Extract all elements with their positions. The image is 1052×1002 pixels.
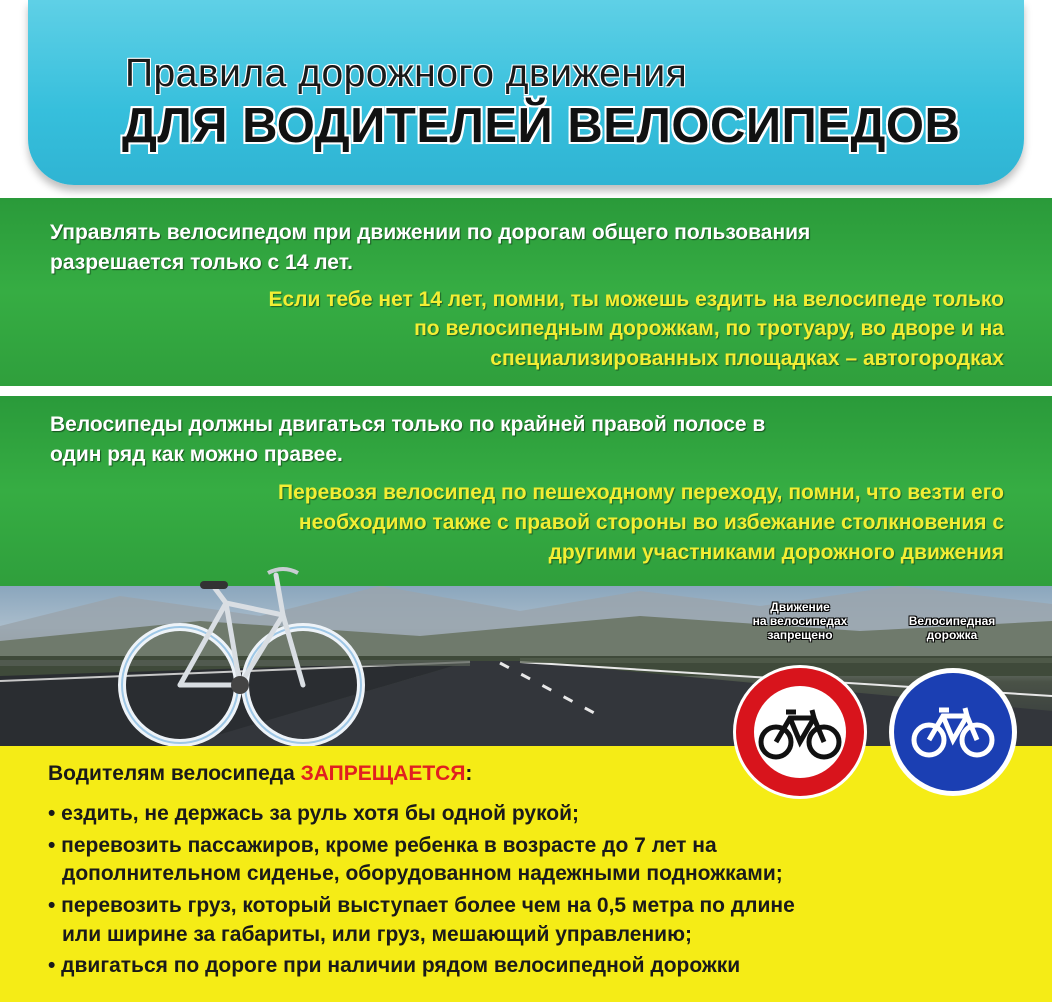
prohibition-item: • перевозить груз, который выступает более чем на 0,5 метра по длине [48, 894, 795, 917]
age-rule-line-2: разрешается только с 14 лет. [50, 251, 353, 274]
lane-tip-line-1: Перевозя велосипед по пешеходному переходу, помни, что везти его [278, 481, 1004, 504]
lane-rule-line-1: Велосипеды должны двигаться только по крайней правой полосе в [50, 413, 766, 436]
prohibited-label-line-3: запрещено [767, 628, 833, 642]
prohibitions-title-highlight: ЗАПРЕЩАЕТСЯ [300, 762, 466, 785]
age-tip-line-1: Если тебе нет 14 лет, помни, ты можешь ездить на велосипеде только [268, 288, 1004, 311]
prohibitions-title [48, 762, 472, 786]
prohibited-label-line-2: на велосипедах [752, 614, 848, 628]
prohibited-label-line-1: Движение [770, 600, 830, 614]
page-title: ДЛЯ ВОДИТЕЛЕЙ ВЕЛОСИПЕДОВ [122, 99, 961, 153]
prohibition-item: дополнительном сиденье, оборудованном надежными подножками; [62, 862, 783, 885]
prohibition-item: или ширине за габариты, или груз, мешающий управлению; [62, 923, 692, 946]
lane-rule-line-2: один ряд как можно правее. [50, 443, 343, 466]
bikepath-sign-label [890, 614, 1014, 642]
age-rule-line-1: Управлять велосипедом при движении по дорогам общего пользования [50, 221, 811, 244]
prohibitions-title-prefix: Водителям велосипеда [48, 762, 301, 785]
no-bicycles-sign [736, 668, 864, 796]
page-subtitle: Правила дорожного движения [125, 52, 688, 95]
lane-tip-line-2: необходимо также с правой стороны во избежание столкновения с [298, 511, 1004, 534]
bike-path-sign [889, 668, 1017, 796]
prohibition-item: • перевозить пассажиров, кроме ребенка в возрасте до 7 лет на [48, 834, 717, 857]
prohibition-item: • двигаться по дороге при наличии рядом велосипедной дорожки [48, 954, 741, 977]
bikepath-label-line-2: дорожка [926, 628, 978, 642]
prohibited-sign-label [744, 600, 856, 642]
age-tip-line-3: специализированных площадках – автогородках [490, 347, 1004, 370]
prohibitions-title-suffix: : [465, 762, 473, 785]
prohibition-item: • ездить, не держась за руль хотя бы одной рукой; [48, 802, 580, 825]
lane-tip-line-3: другими участниками дорожного движения [548, 541, 1004, 564]
bicycle-illustration [118, 545, 368, 760]
bikepath-label-line-1: Велосипедная [908, 614, 996, 628]
age-tip-line-2: по велосипедным дорожкам, по тротуару, во дворе и на [414, 317, 1004, 340]
